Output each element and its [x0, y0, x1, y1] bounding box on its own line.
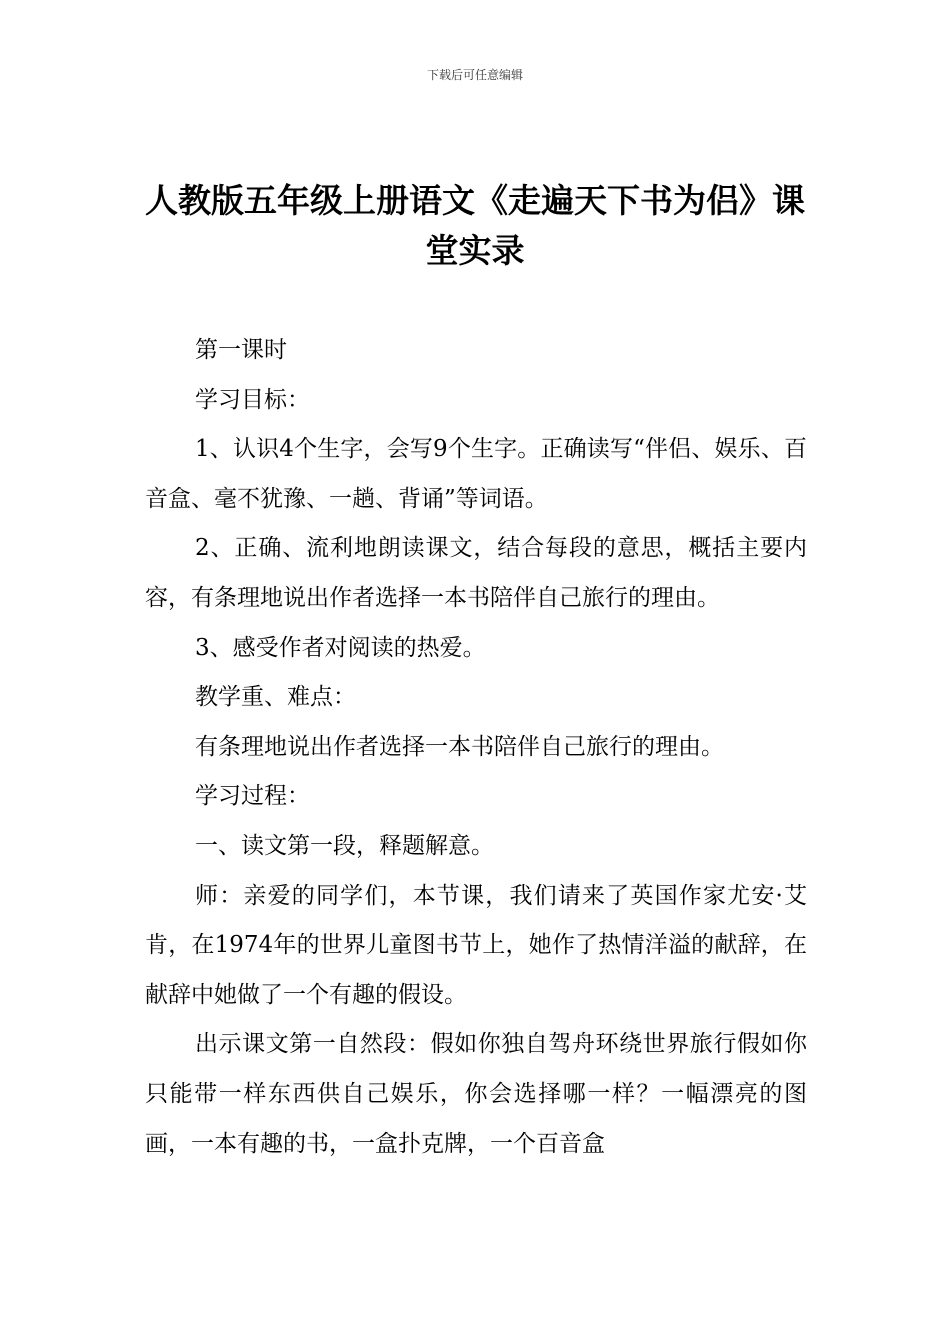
paragraph-teacher-intro: 师：亲爱的同学们，本节课，我们请来了英国作家尤安·艾肯，在1974年的世界儿童图书节上，她作了热情洋溢的献辞，在献辞中她做了一个有趣的假设。 [145, 882, 807, 1008]
paragraph-objective-2: 2、正确、流利地朗读课文，结合每段的意思，概括主要内容，有条理地说出作者选择一本书陪伴自己旅行的理由。 [145, 535, 807, 611]
paragraph-process-heading: 学习过程： [195, 783, 310, 810]
paragraph-objectives-heading: 学习目标： [195, 386, 310, 413]
header-note: 下载后可任意编辑 [426, 68, 523, 82]
paragraph-key-points-heading: 教学重、难点： [195, 684, 356, 711]
paragraph-key-points: 有条理地说出作者选择一本书陪伴自己旅行的理由。 [195, 733, 724, 760]
paragraph-lesson-label: 第一课时 [195, 337, 287, 363]
paragraph-objective-1: 1、认识4个生字，会写9个生字。正确读写“伴侣、娱乐、百音盒、毫不犹豫、一趟、背诵”等词语。 [145, 436, 807, 512]
paragraph-objective-3: 3、感受作者对阅读的热爱。 [195, 634, 486, 661]
document-body [145, 326, 807, 1169]
document-title: 人教版五年级上册语文《走遍天下书为侣》课堂实录 [145, 181, 805, 270]
paragraph-text-excerpt: 出示课文第一自然段：假如你独自驾舟环绕世界旅行假如你只能带一样东西供自己娱乐，你会选择哪一样？一幅漂亮的图画，一本有趣的书，一盒扑克牌，一个百音盒 [145, 1031, 807, 1157]
paragraph-step-1: 一、读文第一段，释题解意。 [195, 832, 494, 859]
